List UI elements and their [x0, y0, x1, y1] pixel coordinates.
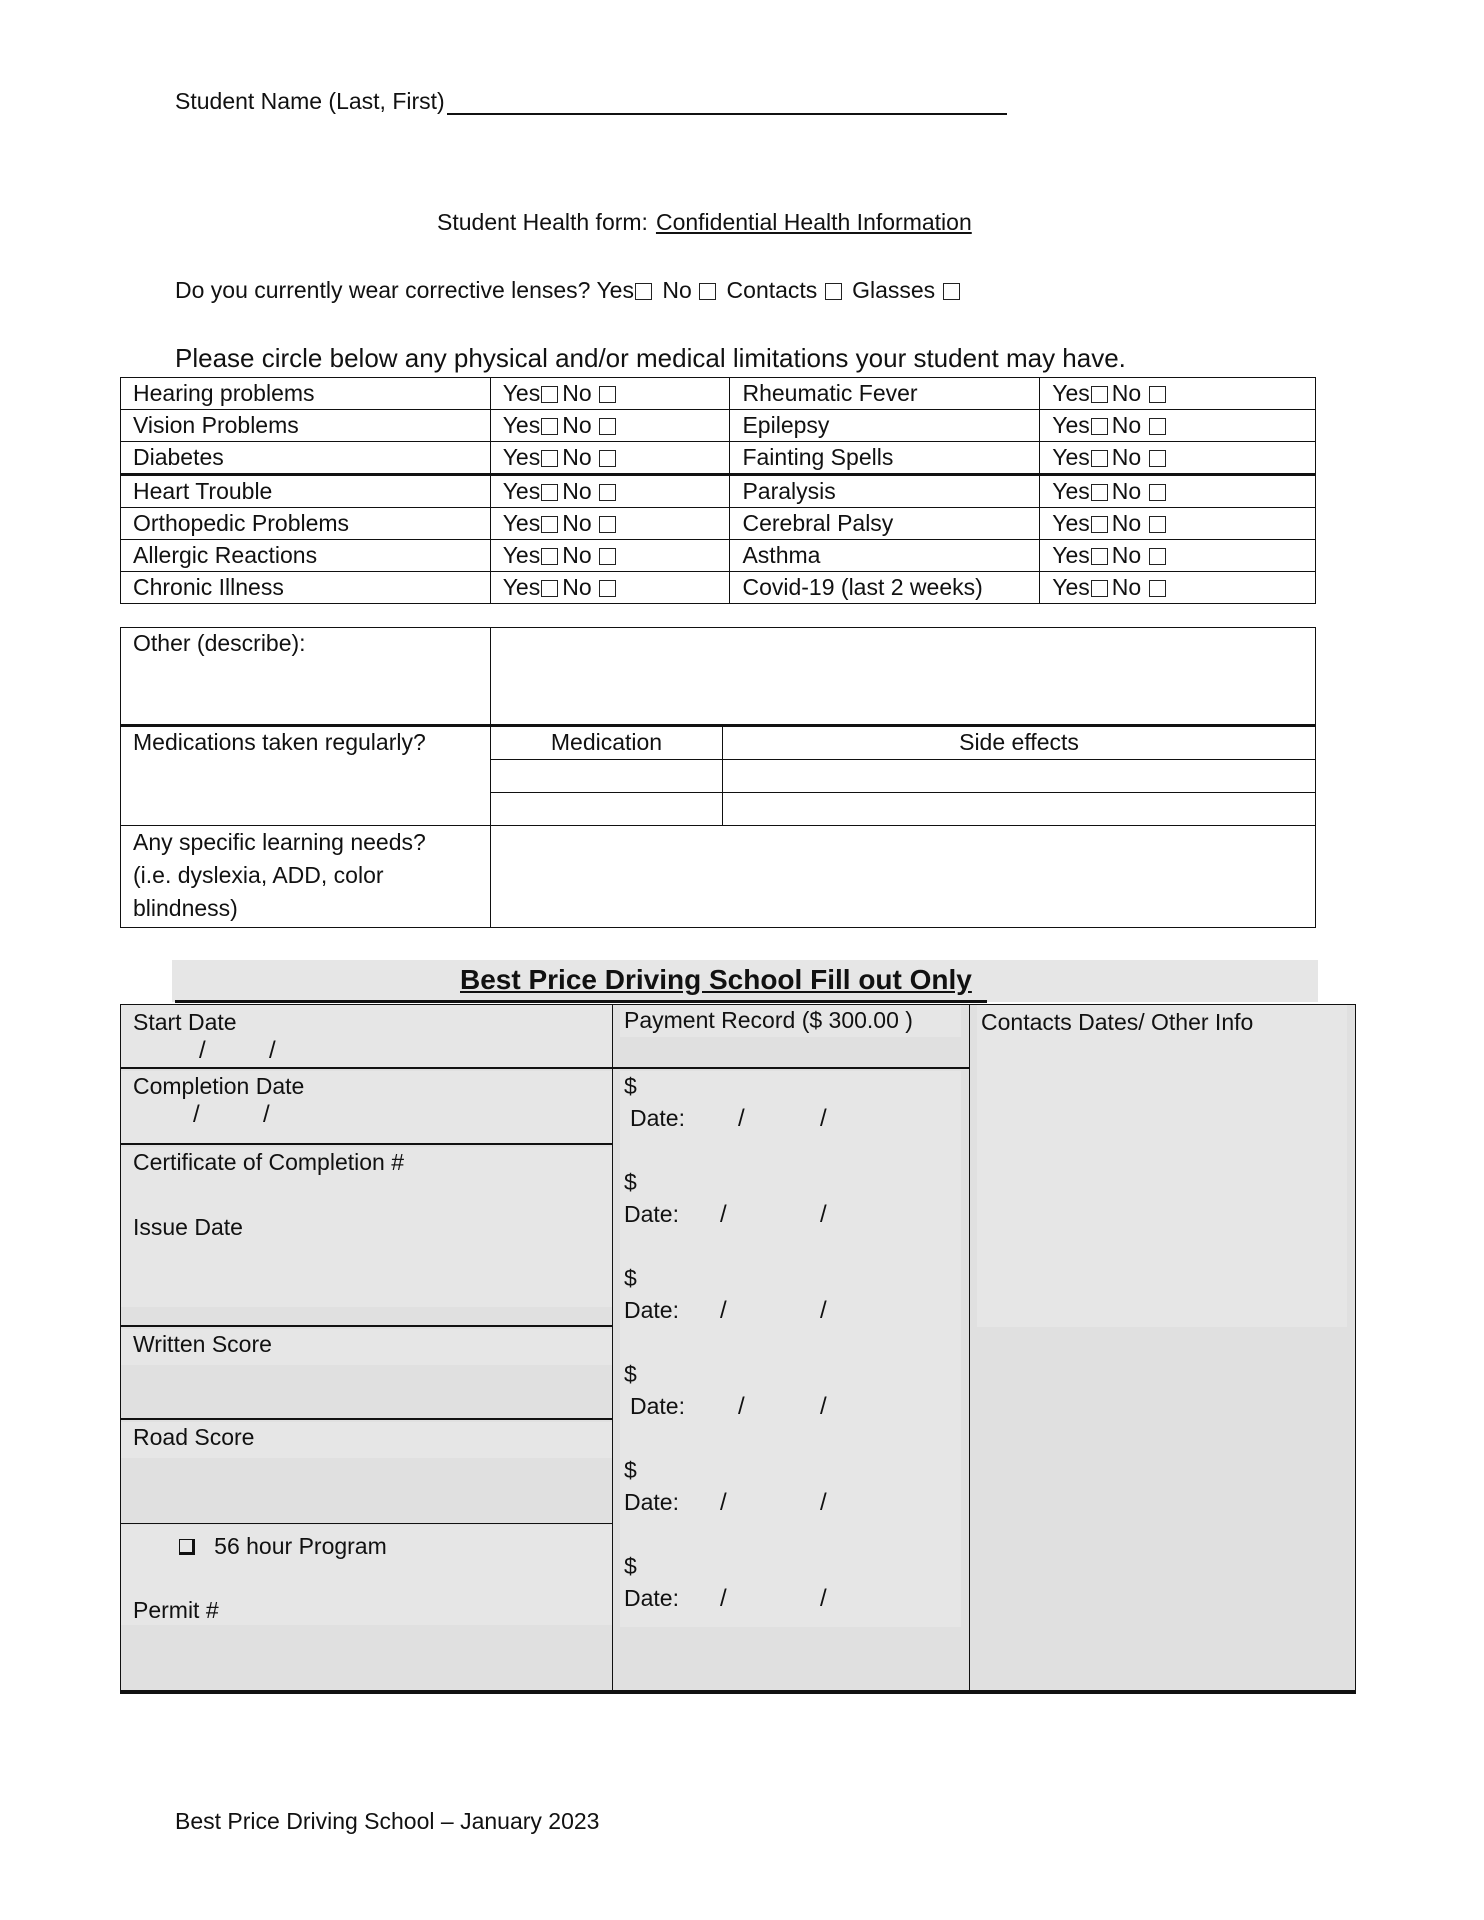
program-label: 56 hour Program: [214, 1533, 387, 1559]
payment-amount-label: $: [624, 1553, 637, 1579]
no-checkbox[interactable]: [599, 548, 616, 565]
other-describe-field[interactable]: [491, 628, 1316, 726]
payment-entry[interactable]: [620, 1265, 961, 1355]
program-cell: [121, 1525, 612, 1625]
yes-label: Yes: [1052, 412, 1090, 438]
condition-yes-no-left: [490, 572, 730, 604]
yes-checkbox[interactable]: [541, 580, 558, 597]
condition-yes-no-left: [490, 508, 730, 540]
side-effects-column-header: Side effects: [723, 726, 1316, 760]
medication-field-1[interactable]: [491, 760, 723, 793]
road-score-label: Road Score: [133, 1424, 255, 1450]
lenses-yes-label: Yes: [596, 277, 634, 303]
yes-checkbox[interactable]: [541, 418, 558, 435]
payment-date-slash: /: [820, 1201, 827, 1228]
condition-row: [121, 378, 1316, 410]
yes-checkbox[interactable]: [541, 450, 558, 467]
lenses-contacts-label: Contacts: [726, 277, 818, 303]
condition-label-right: Rheumatic Fever: [730, 378, 1040, 410]
payment-record-column: [612, 1005, 970, 1690]
divider: [121, 1067, 612, 1069]
condition-row: [121, 410, 1316, 442]
no-checkbox[interactable]: [1149, 548, 1166, 565]
no-checkbox[interactable]: [599, 516, 616, 533]
yes-checkbox[interactable]: [1091, 386, 1108, 403]
no-label: No: [562, 542, 592, 568]
payment-date-slash: /: [820, 1393, 827, 1420]
payment-date-slash: /: [738, 1393, 745, 1420]
no-checkbox[interactable]: [599, 450, 616, 467]
no-label: No: [562, 412, 592, 438]
program-checkbox-icon[interactable]: [179, 1539, 195, 1555]
completion-date-slash: /: [263, 1101, 270, 1128]
certificate-label: Certificate of Completion #: [133, 1149, 405, 1175]
completion-date-slash: /: [193, 1101, 200, 1128]
no-checkbox[interactable]: [599, 386, 616, 403]
payment-record-label: Payment Record ($ 300.00 ): [624, 1007, 913, 1033]
no-label: No: [562, 478, 592, 504]
condition-row: [121, 475, 1316, 508]
learning-needs-line3: blindness): [133, 895, 238, 921]
payment-date-slash: /: [820, 1105, 827, 1132]
no-checkbox[interactable]: [1149, 580, 1166, 597]
no-label: No: [1111, 542, 1142, 568]
contacts-column: [969, 1005, 1355, 1690]
yes-label: Yes: [502, 542, 541, 568]
condition-label-left: Vision Problems: [121, 410, 491, 442]
yes-checkbox[interactable]: [1091, 418, 1108, 435]
form-title: [437, 209, 972, 236]
payment-date-label: Date:: [630, 1105, 685, 1131]
payment-date-slash: /: [738, 1105, 745, 1132]
condition-label-right: Covid-19 (last 2 weeks): [730, 572, 1040, 604]
office-use-section: [120, 1004, 1356, 1694]
payment-date-label: Date:: [624, 1585, 679, 1611]
lenses-glasses-checkbox[interactable]: [943, 283, 960, 300]
yes-checkbox[interactable]: [1091, 516, 1108, 533]
no-label: No: [1111, 412, 1142, 438]
payment-record-header: [620, 1005, 961, 1037]
lenses-contacts-checkbox[interactable]: [825, 283, 842, 300]
payment-amount-label: $: [624, 1073, 637, 1099]
student-name-field[interactable]: [175, 88, 1007, 115]
office-title-underline: [175, 1000, 987, 1003]
divider: [121, 1523, 612, 1524]
payment-amount-label: $: [624, 1169, 637, 1195]
student-name-line[interactable]: [447, 91, 1007, 115]
completion-date-label: Completion Date: [133, 1073, 305, 1099]
issue-date-label: Issue Date: [133, 1214, 243, 1240]
condition-yes-no-right: [1040, 410, 1316, 442]
yes-checkbox[interactable]: [1091, 450, 1108, 467]
condition-label-left: Orthopedic Problems: [121, 508, 491, 540]
condition-label-left: Chronic Illness: [121, 572, 491, 604]
contacts-field[interactable]: [977, 1005, 1347, 1327]
condition-row: [121, 442, 1316, 475]
road-score-cell[interactable]: [121, 1422, 612, 1458]
no-checkbox[interactable]: [1149, 418, 1166, 435]
no-checkbox[interactable]: [599, 418, 616, 435]
no-checkbox[interactable]: [599, 580, 616, 597]
payment-date-label: Date:: [624, 1489, 679, 1515]
start-date-cell[interactable]: [121, 1005, 612, 1067]
form-title-text: Student Health form:: [437, 209, 648, 235]
yes-label: Yes: [1052, 542, 1090, 568]
payment-date-label: Date:: [630, 1393, 685, 1419]
no-label: No: [1111, 380, 1142, 406]
program-option[interactable]: [179, 1533, 387, 1560]
yes-label: Yes: [1052, 478, 1090, 504]
student-name-label: Student Name (Last, First): [175, 88, 445, 114]
yes-label: Yes: [502, 510, 541, 536]
yes-label: Yes: [1052, 380, 1090, 406]
yes-label: Yes: [502, 444, 541, 470]
no-label: No: [1111, 478, 1142, 504]
no-checkbox[interactable]: [1149, 450, 1166, 467]
condition-label-right: Epilepsy: [730, 410, 1040, 442]
no-label: No: [562, 574, 592, 600]
condition-yes-no-left: [490, 442, 730, 475]
start-date-slash: /: [269, 1037, 276, 1064]
payment-entry[interactable]: [620, 1361, 961, 1451]
contacts-label: Contacts Dates/ Other Info: [981, 1009, 1254, 1035]
payment-entry[interactable]: [620, 1073, 961, 1163]
written-score-label: Written Score: [133, 1331, 272, 1357]
start-date-slash: /: [199, 1037, 206, 1064]
yes-checkbox[interactable]: [1091, 580, 1108, 597]
condition-label-left: Diabetes: [121, 442, 491, 475]
condition-row: [121, 508, 1316, 540]
payment-entry[interactable]: [620, 1457, 961, 1547]
details-table: [120, 627, 1316, 928]
no-label: No: [1111, 444, 1142, 470]
condition-label-left: Hearing problems: [121, 378, 491, 410]
yes-label: Yes: [502, 478, 541, 504]
divider: [612, 1067, 969, 1069]
condition-label-right: Paralysis: [730, 475, 1040, 508]
instructions: Please circle below any physical and/or medical limitations your student may have.: [175, 343, 1126, 373]
other-label: Other (describe):: [121, 628, 491, 726]
permit-label: Permit #: [133, 1597, 219, 1623]
learning-needs-line2: (i.e. dyslexia, ADD, color: [133, 862, 384, 888]
condition-yes-no-right: [1040, 540, 1316, 572]
no-checkbox[interactable]: [1149, 484, 1166, 501]
start-date-label: Start Date: [133, 1009, 237, 1035]
side-effects-field-1[interactable]: [723, 760, 1316, 793]
payment-date-slash: /: [820, 1489, 827, 1516]
condition-yes-no-right: [1040, 475, 1316, 508]
medication-column-header: Medication: [491, 726, 723, 760]
yes-checkbox[interactable]: [541, 386, 558, 403]
lenses-no-checkbox[interactable]: [699, 283, 716, 300]
no-checkbox[interactable]: [599, 484, 616, 501]
conditions-table: [120, 377, 1316, 604]
learning-needs-field[interactable]: [491, 826, 1316, 928]
lenses-yes-checkbox[interactable]: [635, 283, 652, 300]
payment-date-slash: /: [720, 1489, 727, 1516]
lenses-question-text: Do you currently wear corrective lenses?: [175, 277, 591, 303]
yes-label: Yes: [1052, 574, 1090, 600]
payment-date-slash: /: [820, 1297, 827, 1324]
condition-row: [121, 540, 1316, 572]
learning-needs-label: [121, 826, 491, 928]
condition-yes-no-right: [1040, 508, 1316, 540]
footer: Best Price Driving School – January 2023: [175, 1808, 600, 1834]
payment-date-slash: /: [820, 1585, 827, 1612]
payment-entry[interactable]: [620, 1169, 961, 1259]
completion-date-cell[interactable]: [121, 1071, 612, 1143]
payment-date-slash: /: [720, 1585, 727, 1612]
office-title: Best Price Driving School Fill out Only: [460, 964, 972, 995]
condition-yes-no-right: [1040, 572, 1316, 604]
yes-label: Yes: [502, 380, 541, 406]
condition-label-right: Asthma: [730, 540, 1040, 572]
yes-checkbox[interactable]: [541, 516, 558, 533]
medications-label: Medications taken regularly?: [121, 726, 491, 826]
no-label: No: [1111, 574, 1142, 600]
payment-entry[interactable]: [620, 1553, 961, 1643]
certificate-cell[interactable]: [121, 1147, 612, 1307]
office-column-records: [121, 1005, 613, 1690]
no-label: No: [562, 380, 592, 406]
payment-date-slash: /: [720, 1201, 727, 1228]
condition-label-right: Cerebral Palsy: [730, 508, 1040, 540]
payment-date-label: Date:: [624, 1201, 679, 1227]
condition-yes-no-left: [490, 410, 730, 442]
divider: [121, 1418, 612, 1420]
condition-yes-no-left: [490, 475, 730, 508]
form-subtitle: Confidential Health Information: [655, 209, 972, 235]
yes-checkbox[interactable]: [1091, 548, 1108, 565]
yes-label: Yes: [1052, 510, 1090, 536]
condition-yes-no-left: [490, 378, 730, 410]
no-label: No: [562, 444, 592, 470]
medication-field-2[interactable]: [491, 793, 723, 826]
condition-row: [121, 572, 1316, 604]
payment-amount-label: $: [624, 1361, 637, 1387]
condition-label-left: Allergic Reactions: [121, 540, 491, 572]
yes-label: Yes: [1052, 444, 1090, 470]
payment-amount-label: $: [624, 1457, 637, 1483]
payment-amount-label: $: [624, 1265, 637, 1291]
yes-label: Yes: [502, 574, 541, 600]
condition-yes-no-right: [1040, 378, 1316, 410]
payment-date-label: Date:: [624, 1297, 679, 1323]
divider: [121, 1325, 612, 1327]
yes-checkbox[interactable]: [1091, 484, 1108, 501]
written-score-cell[interactable]: [121, 1329, 612, 1365]
no-checkbox[interactable]: [1149, 386, 1166, 403]
condition-label-right: Fainting Spells: [730, 442, 1040, 475]
condition-yes-no-right: [1040, 442, 1316, 475]
payment-list: [620, 1071, 961, 1627]
lenses-question: [175, 277, 964, 304]
payment-date-slash: /: [720, 1297, 727, 1324]
divider: [121, 1143, 612, 1145]
side-effects-field-2[interactable]: [723, 793, 1316, 826]
yes-checkbox[interactable]: [541, 484, 558, 501]
condition-label-left: Heart Trouble: [121, 475, 491, 508]
no-label: No: [1111, 510, 1142, 536]
no-label: No: [562, 510, 592, 536]
condition-yes-no-left: [490, 540, 730, 572]
yes-label: Yes: [502, 412, 541, 438]
learning-needs-line1: Any specific learning needs?: [133, 829, 426, 855]
no-checkbox[interactable]: [1149, 516, 1166, 533]
lenses-glasses-label: Glasses: [852, 277, 936, 303]
yes-checkbox[interactable]: [541, 548, 558, 565]
lenses-no-label: No: [662, 277, 692, 303]
